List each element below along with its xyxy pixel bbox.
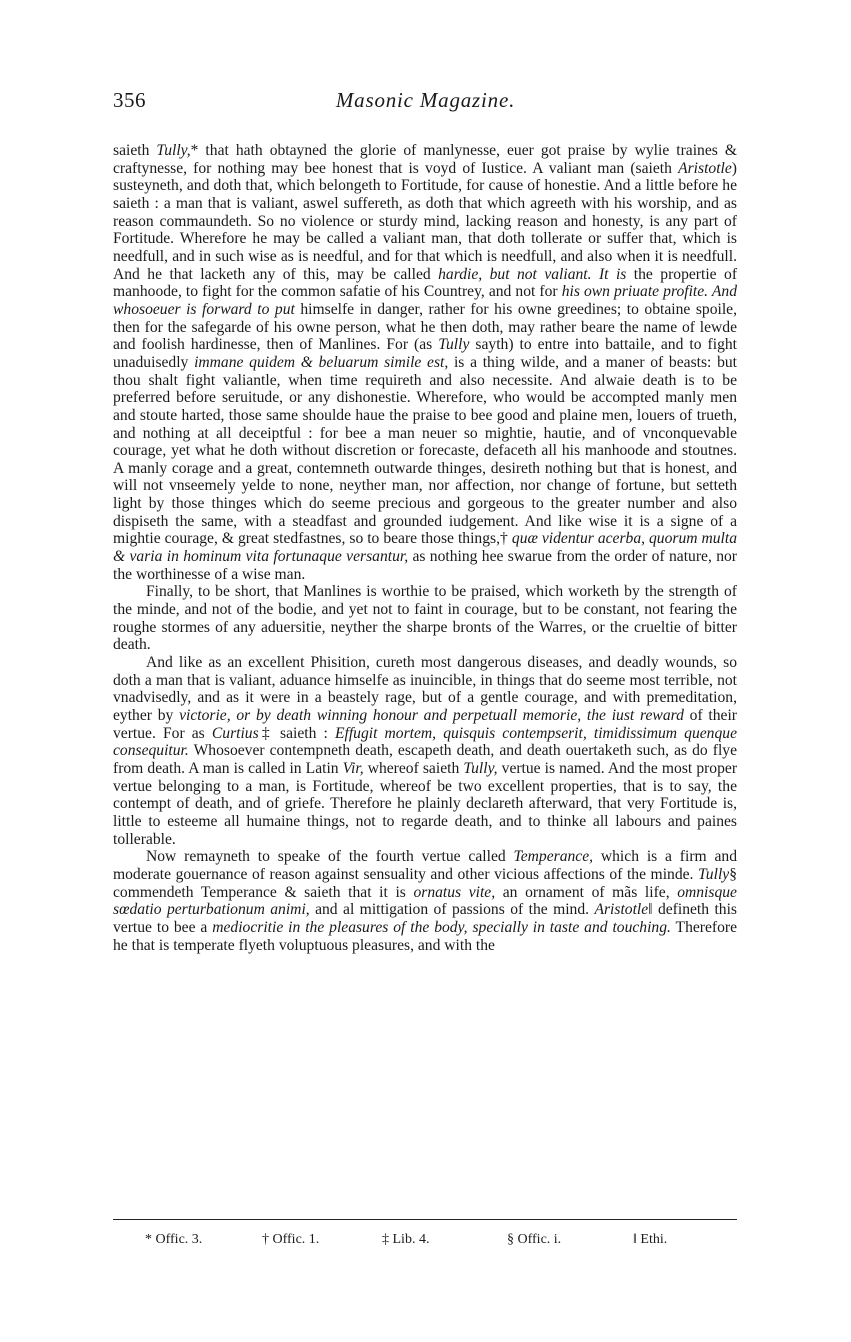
footnote-2: † Offic. 1. [262, 1232, 320, 1247]
running-head [113, 88, 738, 120]
text-run: which is a firm and moderate gouernance of reason against sensuality and other vicious affections of the minde. [113, 848, 737, 883]
italic-run: Vir, [342, 759, 364, 777]
paragraph-1 [113, 142, 737, 583]
italic-run: Tully [438, 336, 470, 354]
italic-run: Tully, [463, 759, 498, 777]
text-run: whereof saieth [363, 759, 464, 777]
italic-run: Effugit mortem, quisquis contempserit, timidissimum quenque consequitur. [113, 724, 737, 760]
italic-run: Tully [698, 865, 730, 883]
text-run: is a thing wilde, and a maner of beasts: but thou shalt fight valiantle, when time requireth and also necessite. And alwaie death is to be preferred before seruitude, or any dishonestie. Wherefore, who would be accompted manly men and stoute harted, those same shoulde haue the praise to bee good and plaine men, louers of trueth, and nothing at all deceiptful : for bee a man neuer so mightie, hautie, and of vnconquevable courage, yet what he doth without discretion or forecaste, defaceth all his manhoode and stoutnes. A manly corage and a great, contemneth outwarde thinges, desireth nothing but that is honest, and will not vnseemely yelde to none, neyther man, nor affection, nor change of fortune, but setteth light by those thinges which do seeme precious and gorgeous to the greater number and also dispiseth the same, with a steadfast and grounded iudgement. And like wise it is a signe of a mightie courage, & great stedfastnes, so to beare those things,† [113, 353, 738, 548]
footnote-4: § Offic. i. [507, 1232, 562, 1247]
body-text [113, 142, 737, 954]
text-run: as nothing hee swarue from the order of nature, nor the worthinesse of a wise man. [113, 548, 737, 583]
page-number: 356 [113, 88, 146, 112]
footnote-5: ‖ Ethi. [633, 1232, 668, 1247]
italic-run: Temperance, [513, 848, 594, 866]
text-run: ‡ saieth : [258, 724, 335, 742]
text-run: ) susteyneth, and doth that, which belongeth to Fortitude, for cause of honestie. And a little before he saieth : a man that is valiant, aswel suffereth, as doth that which agreeth with his worship, and as reason commaundeth. So no violence or sturdy mind, lacking reason and honesty, is any part of Fortitude. Wherefore he may be called a valiant man, that doth tollerate or suffer that, which is needfull, and in such wise as is needful, and for that which is needfull, and also when it is needfull. And he that lacketh any of this, may be called [113, 159, 737, 283]
italic-run: mediocritie in the pleasures of the body, specially in taste and touching. [212, 918, 671, 936]
footnote-rule [113, 1219, 737, 1220]
italic-run: Tully, [156, 142, 191, 159]
text-run: Now remayneth to speake of the fourth vertue called [146, 848, 514, 866]
journal-title: Masonic Magazine. [335, 88, 516, 112]
text-run: of their vertue. For as [113, 707, 737, 742]
italic-run: omnisque sœdatio perturbationum animi, [113, 883, 737, 919]
text-run: vertue is named. And the most proper vertue belonging to a man, is Fortitude, whereof be two excellent properties, that is to say, the contempt of death, and of griefe. Therefore he plainly declareth afterward, that very Fortitude is, little to esteeme all humaine things, not to regarde death, and to thinke all labours and paines tollerable. [113, 759, 738, 848]
footnote-1: * Offic. 3. [145, 1232, 203, 1247]
italic-run: Curtius [211, 724, 259, 742]
text-run: And like as an excellent Phisition, cureth most dangerous diseases, and deadly wounds, so doth a man that is valiant, aduance himselfe as inuincible, in things that do seeme most terrible, not vnadvisedly, and as it were in a beastely rage, but of a gentle courage, and with premeditation, eyther by [113, 654, 737, 724]
text-run: ‖ defineth this vertue to bee a [113, 901, 738, 936]
text-run: an ornament of mãs life, [495, 883, 678, 901]
text-run: saieth [113, 142, 157, 159]
text-run: Therefore he that is temperate flyeth voluptuous pleasures, and with the [113, 918, 737, 954]
paragraph-3 [113, 654, 737, 848]
footnote-3: ‡ Lib. 4. [382, 1232, 430, 1247]
italic-run: victorie, or by death winning honour and perpetuall memorie, the iust reward [179, 707, 684, 724]
text-run: Finally, to be short, that Manlines is worthie to be praised, which worketh by the strength of the minde, and not of the bodie, and yet not to faint in courage, but to be constant, not fearing the roughe stormes of any aduersitie, neyther the sharpe bronts of the Warres, or the crueltie of bitter death. [113, 583, 737, 654]
italic-run: immane quidem & beluarum simile est, [194, 353, 449, 371]
italic-run: hardie, but not valiant. It is [438, 265, 627, 283]
text-run: sayth) to entre into battaile, and to fight unaduisedly [113, 336, 737, 371]
italic-run: Aristotle [678, 159, 732, 177]
paragraph-2 [113, 583, 737, 654]
text-run: Whosoever contempneth death, escapeth death, and death ouertaketh such, as do flye from death. A man is called in Latin [113, 742, 737, 777]
italic-run: Aristotle [594, 901, 649, 919]
italic-run: his own priuate profite. And whosoeuer is forward to put [113, 283, 737, 318]
text-run: * that hath obtayned the glorie of manlynesse, euer got praise by wylie traines & craftynesse, for nothing may bee honest that is voyd of Iustice. A valiant man (saieth [113, 142, 737, 177]
italic-run: quæ videntur acerba, quorum multa & varia in hominum vita fortunaque versantur, [113, 530, 738, 566]
text-run: the propertie of manhoode, to fight for the common safatie of his Countrey, and not for [113, 265, 738, 301]
italic-run: ornatus vite, [413, 883, 496, 901]
text-run: himselfe in danger, rather for his owne greedines; to obtaine spoile, then for the safegarde of his owne person, what he then doth, may rather beare the name of lewde and foolish hardinesse, then of Manlines. For (as [113, 300, 737, 354]
footnotes [145, 1232, 705, 1254]
paragraph-4 [113, 848, 737, 954]
text-run: § commendeth Temperance & saieth that it is [113, 865, 737, 901]
text-run: and al mittigation of passions of the mind. [309, 901, 595, 919]
